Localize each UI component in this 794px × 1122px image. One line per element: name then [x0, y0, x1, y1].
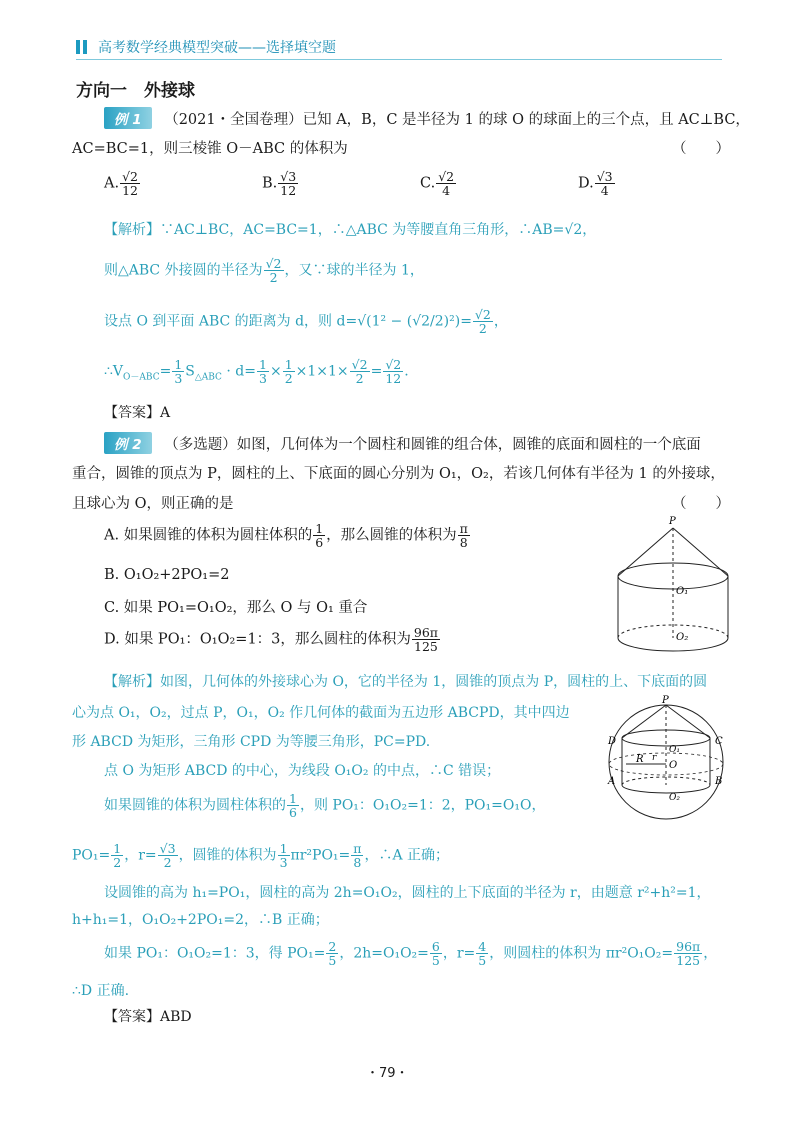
ex1-solution-4 [104, 358, 409, 385]
label-o2: O₂ [676, 632, 689, 643]
ex2-paren: （ ） [672, 496, 730, 512]
cone-cylinder-figure [606, 514, 736, 664]
frac-num: √2 [385, 357, 402, 372]
s6-text-a: PO₁= [72, 847, 111, 864]
option-b-num: √3 [280, 169, 297, 184]
s6-text-c: ，圆锥的体积为 [178, 847, 277, 864]
option-b-den: 12 [280, 183, 297, 199]
s6-text-e: ，∴A 正确； [364, 847, 450, 864]
frac-den: 3 [279, 855, 288, 871]
ex2-solution-1: 【解析】如图，几何体的外接球心为 O，它的半径为 1，圆锥的顶点为 P，圆柱的上、下底面的圆 [104, 674, 708, 690]
s9-text-d: ，则圆柱的体积为 πr²O₁O₂= [489, 945, 674, 962]
optA-frac2 [458, 522, 470, 549]
s6-frac1 [111, 842, 123, 869]
frac-num: √3 [159, 841, 176, 856]
ex2-option-a [104, 522, 471, 549]
optD-frac [412, 626, 440, 653]
header-decoration [76, 40, 90, 58]
frac-den: 5 [478, 953, 487, 969]
frac-den: 5 [328, 953, 337, 969]
frac-den: 2 [113, 855, 122, 871]
sol4-sub2: △ABC [194, 372, 222, 383]
ex2-solution-10: ∴D 正确. [72, 983, 130, 999]
ex2-line3: 且球心为 O，则正确的是 [72, 496, 234, 512]
frac-den: 8 [353, 855, 362, 871]
label-o1: O₁ [676, 586, 689, 597]
frac-num: 1 [259, 357, 267, 372]
sol3-text-c: ， [493, 313, 508, 330]
s6-frac3 [278, 842, 290, 869]
frac-num: 1 [174, 357, 183, 372]
sol2-text-a: 则△ABC 外接圆的半径为 [104, 262, 263, 279]
sol3-den: 2 [478, 321, 487, 337]
s6-frac4 [351, 842, 363, 869]
sol4-end: . [404, 363, 409, 380]
option-a-fraction [120, 170, 140, 197]
page-number: ・79・ [366, 1066, 409, 1081]
option-d-den: 4 [600, 183, 609, 199]
lower-front [622, 785, 710, 793]
sol3-fraction [473, 308, 493, 335]
ex2-solution-4: 点 O 为矩形 ABCD 的中心，为线段 O₁O₂ 的中点，∴C 错误； [104, 763, 501, 779]
sol4-eq: = [159, 363, 172, 380]
header-title: 高考数学经典模型突破——选择填空题 [98, 40, 336, 56]
option-d-label: D. [578, 175, 594, 192]
ex1-line1 [104, 107, 750, 129]
option-b-fraction [278, 170, 298, 197]
sol4-v: ∴V [104, 363, 124, 380]
sol2-text-b: ，又∵球的半径为 1， [284, 262, 424, 279]
sol4-frac3 [283, 358, 295, 385]
frac-num: √2 [351, 357, 368, 372]
optA-frac1 [313, 522, 325, 549]
sol4-times: × [269, 363, 282, 380]
frac-num: 1 [279, 841, 288, 856]
ex2-solution-3: 形 ABCD 为矩形，三角形 CPD 为等腰三角形，PC=PD. [72, 734, 431, 750]
sol3-root: √(1² − (√2/2)²) [357, 313, 461, 330]
s9-text-a: 如果 PO₁：O₁O₂=1：3，得 PO₁= [104, 945, 326, 962]
sol2-den: 2 [269, 270, 278, 286]
s6-text-d: πr²PO₁= [290, 847, 351, 864]
sol2-fraction [264, 257, 284, 284]
sol3-text-a: 设点 O 到平面 ABC 的距离为 d，则 d= [104, 313, 358, 330]
sol4-s: S [185, 363, 195, 380]
option-c-fraction [436, 170, 456, 197]
frac-den: 6 [289, 805, 297, 821]
frac-den: 12 [385, 371, 402, 387]
sol2-num: √2 [265, 256, 282, 271]
frac-num: 2 [328, 939, 337, 954]
optD-text: D. 如果 PO₁：O₁O₂=1：3，那么圆柱的体积为 [104, 631, 411, 648]
label-o1b: O₁ [669, 745, 680, 755]
optA-text-b: ，那么圆锥的体积为 [326, 527, 457, 544]
ex2-line2: 重合，圆锥的顶点为 P，圆柱的上、下底面的圆心分别为 O₁，O₂，若该几何体有半径为 1 的外接球， [72, 466, 725, 482]
sol4-sub: O－ABC [123, 372, 160, 383]
ex1-solution-1: 【解析】∵AC⊥BC，AC=BC=1，∴△ABC 为等腰直角三角形，∴AB=√2， [104, 222, 597, 238]
ex1-answer: 【答案】A [104, 405, 171, 421]
ex1-line1-text: （2021・全国卷理）已知 A，B，C 是半径为 1 的球 O 的球面上的三个点，且 AC⊥BC， [164, 112, 750, 128]
sol4-frac4 [350, 358, 370, 385]
s5-frac [287, 792, 299, 819]
s9-frac2 [430, 940, 442, 967]
ex1-option-d [578, 170, 616, 197]
header-divider [76, 59, 722, 60]
ex1-tag: 例 1 [104, 107, 152, 129]
label-a: A [608, 776, 616, 787]
option-a-label: A. [104, 175, 120, 192]
s9-text-b: ，2h=O₁O₂= [339, 945, 429, 962]
ex1-solution-2 [104, 257, 424, 284]
frac-num: 1 [113, 841, 122, 856]
frac-num: 6 [431, 939, 440, 954]
ex1-option-c [420, 170, 457, 197]
frac-den: 3 [174, 371, 183, 387]
s6-frac2 [158, 842, 178, 869]
frac-den: 8 [459, 535, 468, 551]
s9-frac3 [476, 940, 488, 967]
ex2-option-d [104, 626, 441, 653]
ex2-solution-9 [104, 940, 717, 967]
option-d-fraction [595, 170, 615, 197]
ex2-tag: 例 2 [104, 432, 152, 454]
ex2-answer: 【答案】ABD [104, 1009, 192, 1025]
ex1-option-a [104, 170, 141, 197]
s9-frac4 [674, 940, 702, 967]
ex2-solution-6 [72, 842, 449, 869]
frac-num: 1 [284, 357, 293, 372]
option-b-label: B. [262, 175, 278, 192]
ex2-solution-8: h+h₁=1，O₁O₂+2PO₁=2，∴B 正确； [72, 912, 329, 928]
frac-den: 5 [431, 953, 440, 969]
ex2-line1-text: （多选题）如图，几何体为一个圆柱和圆锥的组合体，圆锥的底面和圆柱的一个底面 [164, 437, 701, 453]
sol4-frac5 [383, 358, 403, 385]
s9-text-e: ， [703, 945, 718, 962]
s9-text-c: ，r= [442, 945, 476, 962]
option-c-den: 4 [442, 183, 451, 199]
option-d-num: √3 [596, 169, 613, 184]
frac-num: π [459, 521, 468, 536]
ex2-line1 [104, 432, 701, 454]
ex1-line2: AC=BC=1，则三棱锥 O－ABC 的体积为 [72, 141, 348, 157]
ex2-solution-7: 设圆锥的高为 h₁=PO₁，圆柱的高为 2h=O₁O₂，圆柱的上下底面的半径为 r，由题意 r²+h²=1， [104, 885, 711, 901]
label-r-lower: r [652, 753, 657, 763]
frac-num: 96π [413, 625, 439, 640]
sol3-num: √2 [474, 307, 491, 322]
sol4-frac2 [257, 358, 269, 385]
ex1-option-b [262, 170, 299, 197]
frac-num: π [353, 841, 362, 856]
frac-num: 1 [289, 791, 297, 806]
frac-den: 3 [259, 371, 267, 387]
frac-num: 4 [478, 939, 487, 954]
sol4-mult: ×1×1× [295, 363, 349, 380]
frac-den: 125 [414, 639, 438, 655]
option-c-num: √2 [438, 169, 455, 184]
frac-den: 125 [676, 953, 701, 969]
ex2-solution-5 [104, 792, 545, 819]
frac-num: 96π [676, 939, 701, 954]
option-a-num: √2 [122, 169, 139, 184]
s6-text-b: ，r= [124, 847, 157, 864]
sol4-frac1 [172, 358, 184, 385]
option-c-label: C. [420, 175, 436, 192]
sol4-d: · d= [221, 363, 256, 380]
frac-den: 2 [355, 371, 364, 387]
sol3-eq: = [460, 313, 472, 330]
optA-text-a: A. 如果圆锥的体积为圆柱体积的 [104, 527, 313, 544]
sol4-eq2: = [370, 363, 383, 380]
s5-text-a: 如果圆锥的体积为圆柱体积的 [104, 797, 286, 814]
option-a-den: 12 [122, 183, 138, 199]
label-o2b: O₂ [669, 793, 680, 803]
bottom-front-arc [618, 638, 728, 651]
ex2-option-c: C. 如果 PO₁=O₁O₂，那么 O 与 O₁ 重合 [104, 600, 368, 616]
label-c: C [715, 736, 723, 747]
ex2-option-b: B. O₁O₂+2PO₁=2 [104, 567, 230, 583]
label-d: D [608, 736, 617, 747]
sphere-figure [596, 692, 736, 826]
frac-num: 1 [315, 521, 324, 536]
frac-den: 2 [163, 855, 172, 871]
label-p: P [669, 516, 676, 527]
frac-den: 6 [315, 535, 324, 551]
section-title: 方向一 外接球 [76, 81, 195, 101]
label-o: O [669, 760, 678, 771]
s9-frac1 [326, 940, 338, 967]
s5-text-b: ，则 PO₁：O₁O₂=1：2，PO₁=O₁O， [299, 797, 546, 814]
frac-den: 2 [284, 371, 293, 387]
ex1-solution-3 [104, 308, 508, 335]
ex1-paren: （ ） [672, 141, 730, 157]
label-r-upper: R [636, 754, 644, 765]
label-p2: P [662, 695, 669, 706]
label-b: B [715, 776, 723, 787]
ex2-solution-2: 心为点 O₁，O₂，过点 P，O₁，O₂ 作几何体的截面为五边形 ABCPD，其中四边 [72, 705, 570, 721]
